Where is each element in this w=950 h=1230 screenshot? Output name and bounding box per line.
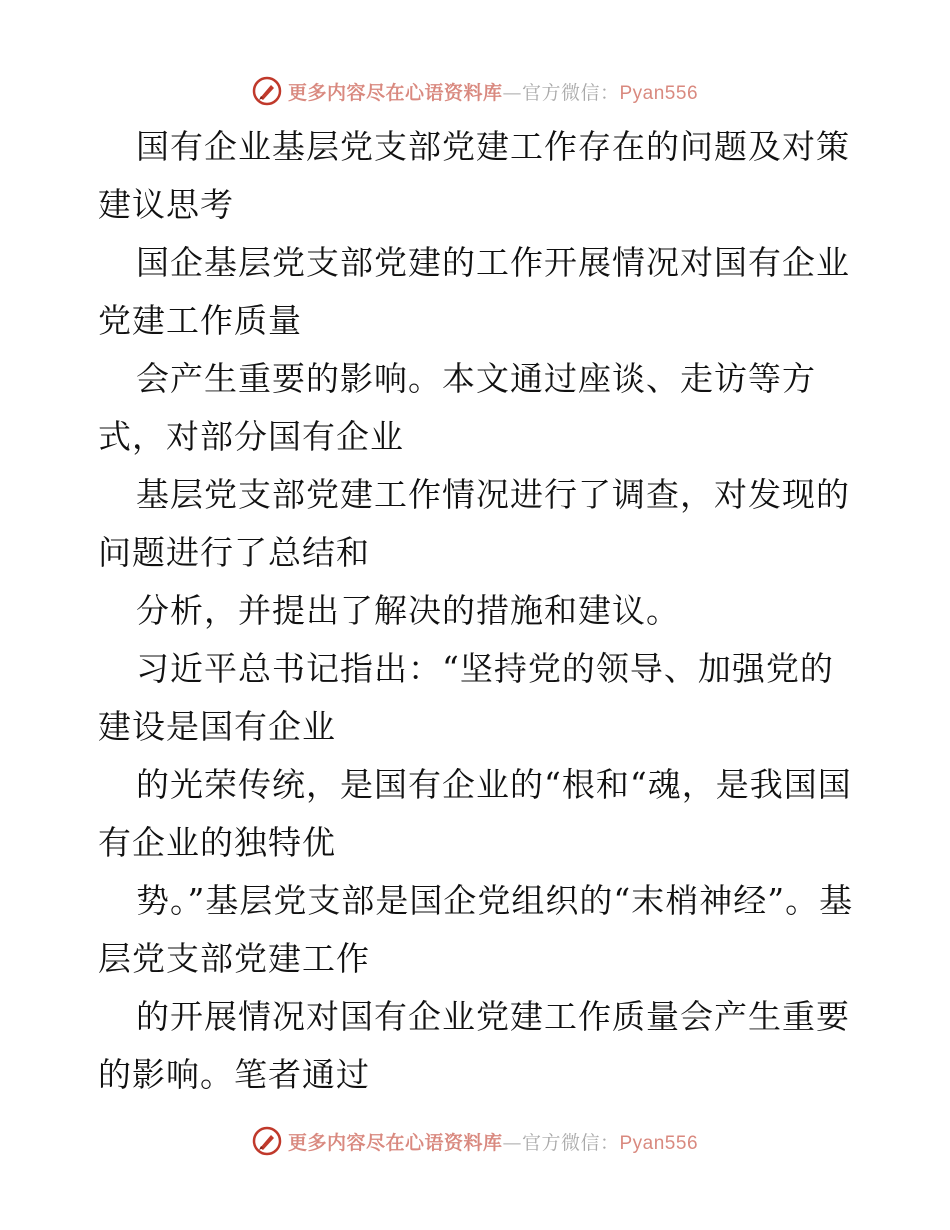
watermark-separator: — [502,1131,522,1154]
watermark-promo: 更多内容尽在心语资料库 [287,81,503,104]
quill-pen-icon [252,76,282,106]
paragraph: 基层党支部党建工作情况进行了调查，对发现的问题进行了总结和 [98,475,850,572]
header-watermark [0,74,950,108]
watermark-account: Pyan556 [619,82,699,104]
footer-watermark [0,1124,950,1158]
document-title: 国有企业基层党支部党建工作存在的问题及对策建议思考 [98,127,850,224]
paragraph: 会产生重要的影响。本文通过座谈、走访等方式，对部分国有企业 [98,359,816,456]
watermark-promo: 更多内容尽在心语资料库 [287,1131,503,1154]
paragraph: 势。”基层党支部是国企党组织的“末梢神经”。基层党支部党建工作 [98,881,854,978]
quill-pen-icon [252,1126,282,1156]
paragraph: 国企基层党支部党建的工作开展情况对国有企业党建工作质量 [98,243,850,340]
watermark-account: Pyan556 [619,1132,699,1154]
watermark-text [288,1128,698,1155]
watermark-text [288,78,698,105]
paragraph: 分析，并提出了解决的措施和建议。 [136,591,680,630]
watermark-separator: — [502,81,522,104]
document-body [98,118,858,1104]
paragraph: 的开展情况对国有企业党建工作质量会产生重要的影响。笔者通过 [98,997,850,1094]
paragraph: 的光荣传统，是国有企业的“根和“魂，是我国国有企业的独特优 [98,765,852,862]
watermark-official-label: 官方微信： [521,81,620,104]
paragraph: 习近平总书记指出：“坚持党的领导、加强党的建设是国有企业 [98,649,834,746]
watermark-official-label: 官方微信： [521,1131,620,1154]
